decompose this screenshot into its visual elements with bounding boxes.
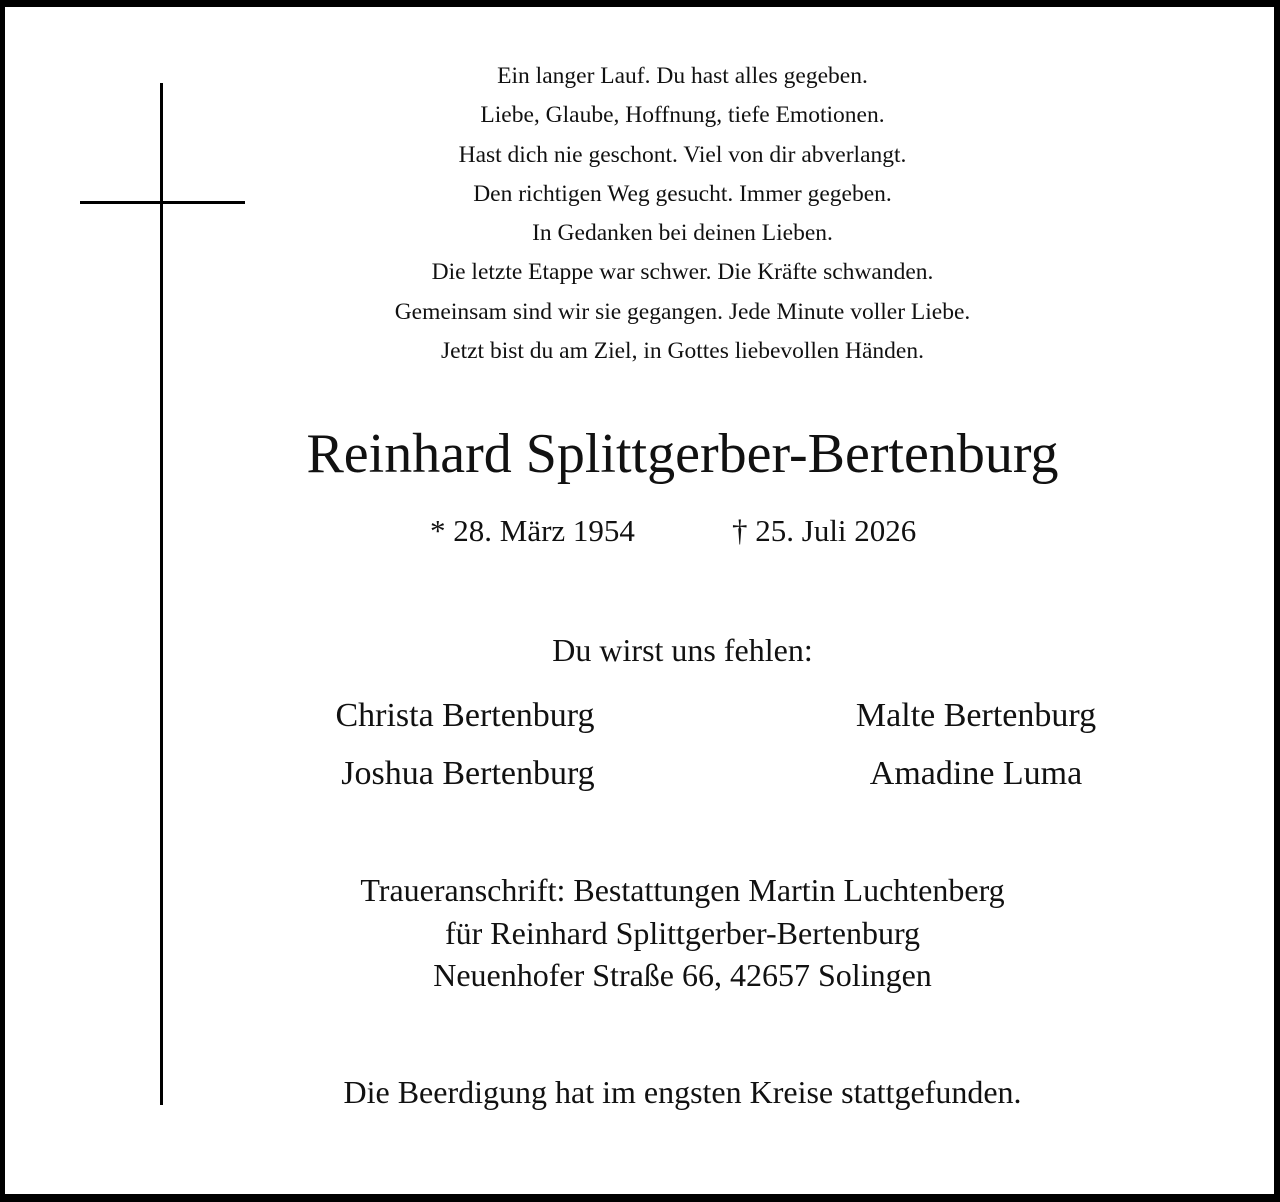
poem [240,57,1125,371]
death-date: † 25. Juli 2026 [732,513,917,548]
address-line: Traueranschrift: Bestattungen Martin Luchtenberg [360,872,1005,908]
poem-line: Gemeinsam sind wir sie gegangen. Jede Minute voller Liebe. [394,298,971,325]
cross-horizontal-bar [80,201,245,204]
address-line: für Reinhard Splittgerber-Bertenburg [444,914,921,951]
poem-line: Liebe, Glaube, Hoffnung, tiefe Emotionen. [480,102,885,129]
poem-line: Ein langer Lauf. Du hast alles gegeben. [497,63,868,89]
poem-line: Den richtigen Weg gesucht. Immer gegeben. [473,180,892,207]
deceased-name: Reinhard Splittgerber-Bertenburg [306,423,1059,485]
poem-line: Hast dich nie geschont. Viel von dir abverlangt. [458,141,907,168]
cross-vertical-bar [160,83,163,1105]
mourners-intro: Du wirst uns fehlen: [552,632,813,668]
mourner-name: Christa Bertenburg [335,697,595,734]
mourner-name: Amadine Luma [869,755,1083,792]
mourning-address [250,869,1115,997]
mourner-name: Malte Bertenburg [855,697,1097,734]
funeral-note: Die Beerdigung hat im engsten Kreise stattgefunden. [343,1074,1022,1110]
poem-line: Die letzte Etappe war schwer. Die Kräfte schwanden. [431,259,934,286]
mourner-name: Joshua Bertenburg [341,755,595,792]
address-line: Neuenhofer Straße 66, 42657 Solingen [433,957,932,993]
poem-line: Jetzt bist du am Ziel, in Gottes liebevollen Händen. [441,338,924,365]
birth-date: * 28. März 1954 [430,513,635,548]
poem-line: In Gedanken bei deinen Lieben. [532,220,833,247]
